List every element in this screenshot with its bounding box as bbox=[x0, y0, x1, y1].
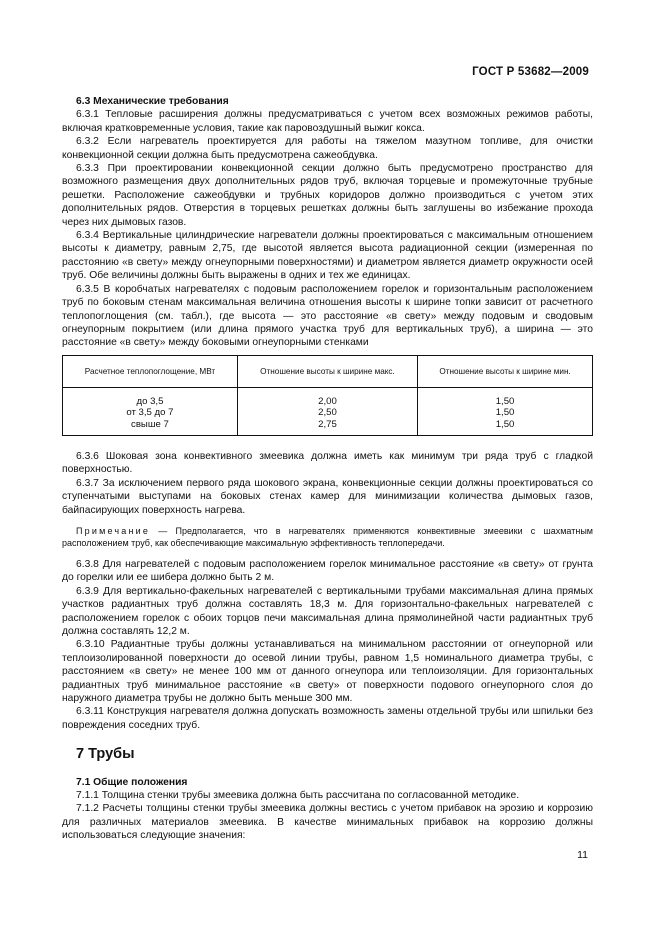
paragraph-6-3-8: 6.3.8 Для нагревателей с подовым расположением горелок минимальное расстояние «в свету» от грунта до горелки или ее шибера должно быть 2 м. bbox=[62, 558, 593, 584]
paragraph-7-1-2: 7.1.2 Расчеты толщины стенки трубы змеевика должны вестись с учетом прибавок на эрозию и коррозию для различных материалов змеевика. В качестве минимальных прибавок на коррозию должны использоваться следующие значения: bbox=[62, 803, 593, 842]
table-cell-heat-absorption bbox=[63, 387, 238, 435]
paragraph-6-3-1: 6.3.1 Тепловые расширения должны предусматриваться с учетом всех возможных режимов работы, включая кратковременные условия, такие как паровоздушный выжиг кокса. bbox=[62, 109, 593, 134]
page-content bbox=[62, 95, 593, 843]
note-label: Примечание bbox=[76, 525, 151, 536]
page-number: 11 bbox=[577, 849, 588, 861]
paragraph-6-3-10: 6.3.10 Радиантные трубы должны устанавливаться на минимальном расстоянии от огнеупорной или теплоизолированной поверхности до осевой линии трубы, равном 1,5 номинального диаметра трубы, с расстоянием «в свету» не менее 100 мм от данного огнеупора или теплоизоляции. Для горизонтальных радиантных труб минимальное расстояние «в свету» от поверхности подового огнеупорного слоя до наружного диаметра трубы не должно быть меньше 300 мм. bbox=[62, 639, 593, 705]
paragraph-6-3-3: 6.3.3 При проектировании конвекционной секции должно быть предусмотрено пространство для возможного размещения двух дополнительных рядов труб, включая торцевые и промежуточные трубные решетки. Расположение сажеобдувки и трубных коридоров должно производиться с учетом этих дополнительных рядов. Отверстия в торцевых решетках должны быть заглушены во избежание прохода через них дымовых газов. bbox=[62, 163, 593, 228]
table-value: свыше 7 bbox=[131, 418, 169, 430]
spacer bbox=[62, 517, 593, 525]
ratio-table bbox=[62, 355, 593, 436]
table-header-ratio-max: Отношение высоты к ширине макс. bbox=[237, 355, 417, 387]
table-header-row bbox=[63, 355, 593, 387]
table-value: 1,50 bbox=[495, 407, 515, 419]
note bbox=[62, 525, 593, 550]
note-text: — Предполагается, что в нагревателях применяются конвективные змеевики с шахматным расположением труб, как обеспечивающие максимальную эффективность теплопередачи. bbox=[62, 525, 593, 549]
table-value: 2,00 bbox=[318, 395, 337, 407]
table-header-heat-absorption: Расчетное теплопоглощение, МВт bbox=[63, 355, 238, 387]
paragraph-6-3-5: 6.3.5 В коробчатых нагревателях с подовым расположением горелок и горизонтальным расположением труб по боковым стенам максимальная величина отношения высоты к ширине топки зависит от расчетного теплопоглощения (см. табл.), где высота — это расстояние «в свету» между подовым и сводовым огнеупорным покрытием (или длина прямого участка труб для вертикальных труб), а ширина — это расстояние «в свету» между боковыми огнеупорными стенками bbox=[62, 283, 593, 349]
document-code: ГОСТ Р 53682—2009 bbox=[472, 66, 589, 78]
table-cell-ratio-min bbox=[418, 387, 593, 435]
table-value: 2,50 bbox=[318, 407, 337, 419]
paragraph-6-3-7: 6.3.7 За исключением первого ряда шокового экрана, конвекционные секции должны проектироваться со ступенчатыми выступами на боковых стенах камер для минимизации количества дымовых газов, байпасирующих поверхность нагрева. bbox=[62, 477, 593, 516]
section-7-title: 7 Трубы bbox=[76, 746, 135, 763]
spacer bbox=[62, 550, 593, 558]
paragraph-6-3-6: 6.3.6 Шоковая зона конвективного змеевика должна иметь как минимум три ряда труб с гладкой поверхностью. bbox=[62, 450, 593, 476]
section-6-3-title: 6.3 Механические требования bbox=[76, 96, 229, 107]
paragraph-6-3-11: 6.3.11 Конструкция нагревателя должна допускать возможность замены отдельной трубы или шпильки без повреждения соседних труб. bbox=[62, 706, 593, 731]
table-value: 1,50 bbox=[495, 418, 515, 430]
section-7-1-title: 7.1 Общие положения bbox=[76, 776, 188, 788]
table-value: от 3,5 до 7 bbox=[126, 407, 174, 419]
table-cell-ratio-max bbox=[237, 387, 417, 435]
table-value: 1,50 bbox=[495, 395, 515, 407]
paragraph-7-1-1: 7.1.1 Толщина стенки трубы змеевика должна быть рассчитана по согласованной методике. bbox=[76, 790, 520, 802]
table-value: до 3,5 bbox=[136, 395, 164, 407]
table-row bbox=[63, 387, 593, 435]
paragraph-6-3-9: 6.3.9 Для вертикально-факельных нагревателей с вертикальными трубами максимальная длина прямых участков радиантных труб должна составлять 18,3 м. Для горизонтально-факельных нагревателей с расположением горелок с обоих торцов печи максимальная длина прямолинейной части радиантных труб должна составлять 12,2 м. bbox=[62, 585, 593, 637]
paragraph-6-3-4: 6.3.4 Вертикальные цилиндрические нагреватели должны проектироваться с максимальным отношением высоты к диаметру, равным 2,75, где высотой является высота радиационной секции (измеренная по расстоянию «в свету» между огнеупорными поверхностями) и диаметром является диаметр окружности осей труб. Обе величины должны быть выражены в одних и тех же единицах. bbox=[62, 230, 593, 282]
table-value: 2,75 bbox=[318, 418, 337, 430]
table-header-ratio-min: Отношение высоты к ширине мин. bbox=[418, 355, 593, 387]
paragraph-6-3-2: 6.3.2 Если нагреватель проектируется для работы на тяжелом мазутном топливе, для очистки конвекционной секции должна быть предусмотрена сажеобдувка. bbox=[62, 136, 593, 161]
